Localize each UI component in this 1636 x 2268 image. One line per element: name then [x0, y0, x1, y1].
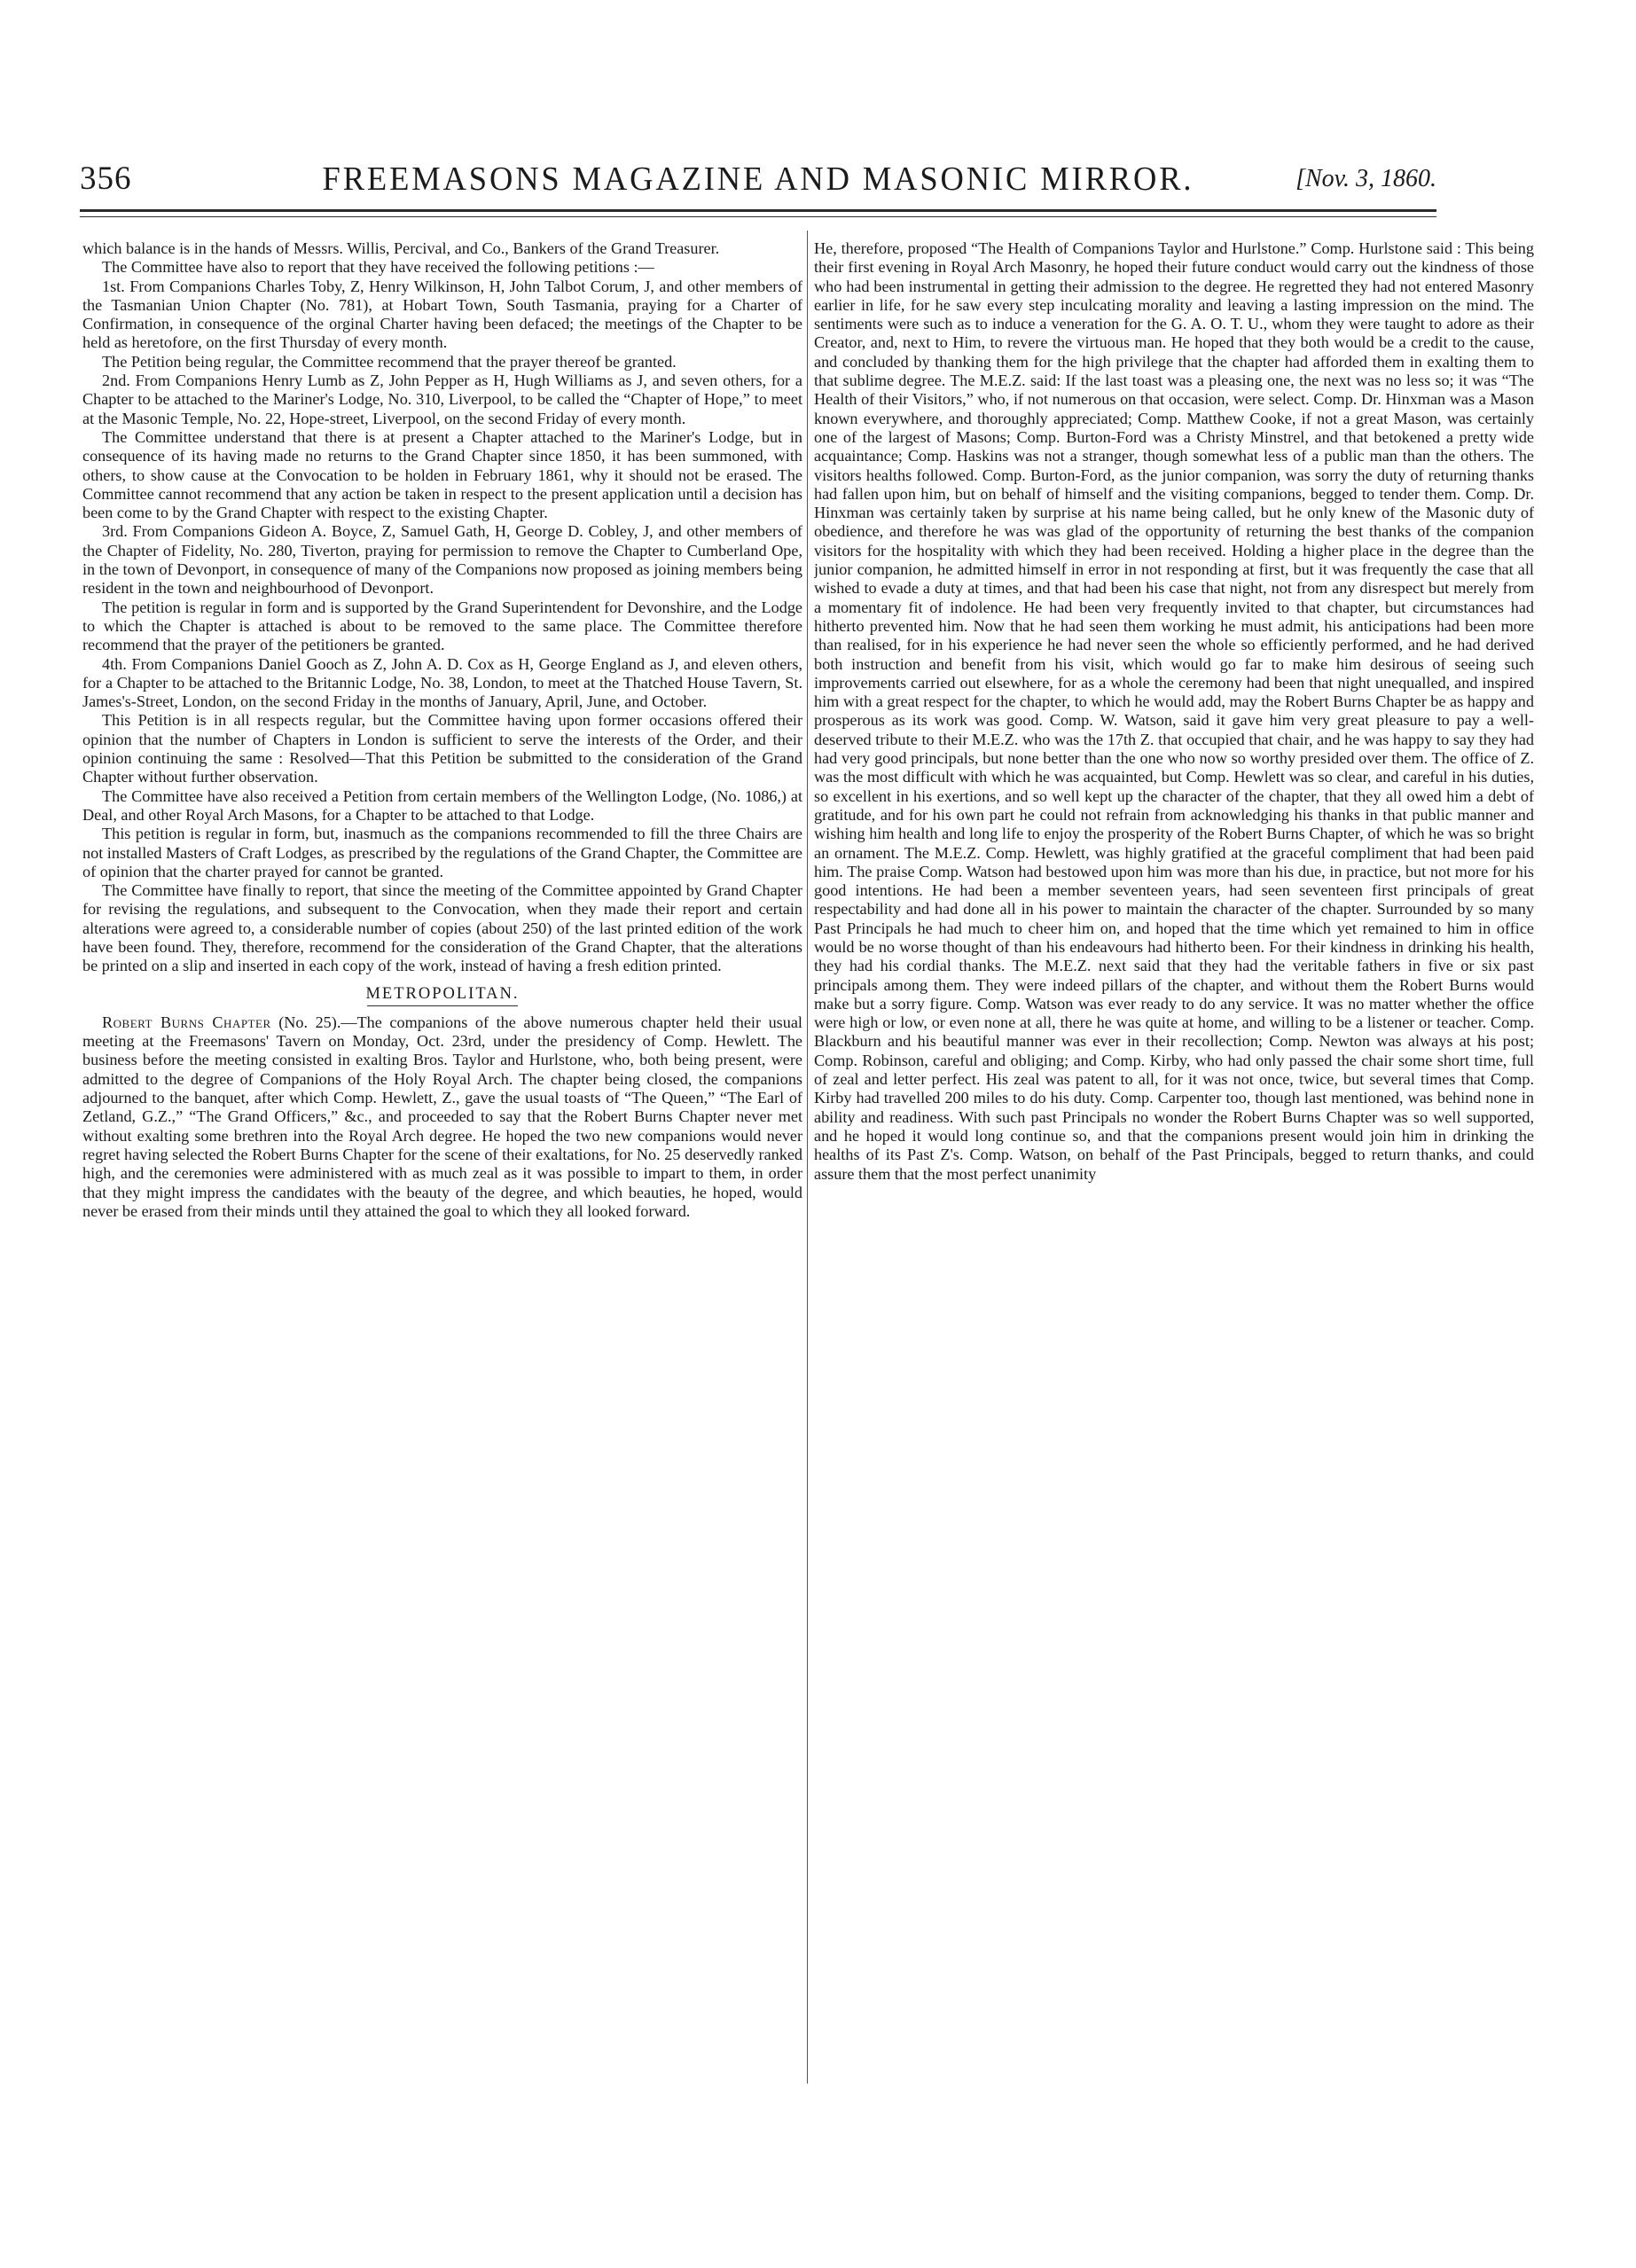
page-number: 356	[80, 160, 132, 197]
paragraph: The Committee have also to report that they have received the following petitions :—	[102, 258, 654, 277]
paragraph: 2nd. From Companions Henry Lumb as Z, John Pepper as H, Hugh Williams as J, and seven others, for a Chapter to be attached to the Mariner's Lodge, No. 310, Liverpool, to be called the “Chapter of Hope,” to meet at the Masonic Temple, No. 22, Hope-street, Liverpool, on the second Friday of every month.	[82, 371, 802, 427]
paragraph: This Petition is in all respects regular, but the Committee having upon former occasions offered their opinion that the number of Chapters in London is sufficient to serve the interests of the Order, and their opinion continuing the same : Resolved—That this Petition be submitted to the consideration of the Grand Chapter without further observation.	[82, 711, 802, 786]
left-column	[82, 239, 802, 2101]
paragraph: The Committee have also received a Petition from certain members of the Wellington Lodge, (No. 1086,) at Deal, and other Royal Arch Masons, for a Chapter to be attached to that Lodge.	[82, 786, 802, 824]
header-rule-thick	[80, 209, 1436, 212]
column-divider	[807, 231, 808, 2084]
masthead-title: FREEMASONS MAGAZINE AND MASONIC MIRROR.	[322, 160, 1194, 198]
section-heading: METROPOLITAN.	[365, 984, 520, 1003]
report-lead: Robert Burns Chapter	[102, 1013, 271, 1031]
paragraph: The Petition being regular, the Committee recommend that the prayer thereof be granted.	[102, 352, 677, 371]
header-rule-thin	[80, 216, 1436, 217]
paragraph: He, therefore, proposed “The Health of Companions Taylor and Hurlstone.” Comp. Hurlstone said : This being their first evening in Royal Arch Masonry, he hoped their future conduct would carry out the kindness of those who had been instrumental in getting their admission to the degree. He regretted they had not entered Masonry earlier in life, for he saw every step inculcating morality and leaving a lasting impression on the mind. The sentiments were such as to induce a veneration for the G. A. O. T. U., whom they were taught to adore as their Creator, and, next to Him, to revere the virtuous man. He hoped that they both would be a credit to the cause, and concluded by thanking them for the high privilege that the chapter had afforded them in exalting them to that sublime degree. The M.E.Z. said: If the last toast was a pleasing one, the next was no less so; it was “The Health of their Visitors,” who, if not numerous on that occasion, were select. Comp. Dr. Hinxman was a Mason known everywhere, and thoroughly appreciated; Comp. Matthew Cooke, if not a great Mason, was certainly one of the largest of Masons; Comp. Burton-Ford was a Christy Minstrel, and that betokened a pretty wide acquaintance; Comp. Haskins was not a stranger, though somewhat less of a public man than the others. The visitors healths followed. Comp. Burton-Ford, as the junior companion, was sorry the duty of returning thanks had fallen upon him, but on behalf of himself and the visiting companions, begged to tender them. Comp. Dr. Hinxman was certainly taken by surprise at his name being called, but he only knew of the Masonic duty of obedience, and therefore he was was glad of the opportunity of returning the best thanks of the companion visitors for the hospitality with which they had been received. Holding a higher place in the degree than the junior companion, he admitted himself in error in not responding at first, but it was frequently the case that all wished to evade a duty at times, and that had been his case that night, not from any disrespect but merely from a momentary fit of indolence. He had been very frequently invited to that chapter, but circumstances had hitherto prevented him. Now that he had seen them working he must admit, his anticipations had been more than realised, for in his experience he had never seen the whole so efficiently performed, and he had derived both instruction and benefit from his visit, which would go far to make him desirous of seeing such improvements carried out elsewhere, for as a whole the ceremony had been that night unequalled, and inspired him with a great respect for the chapter, to which he would add, may the Robert Burns Chapter be as happy and prosperous as its work was good. Comp. W. Watson, said it gave him very great pleasure to pay a well-deserved tribute to their M.E.Z. who was the 17th Z. that occupied that chair, and he was happy to say they had had very good principals, but none better than the one who now so worthy presided over them. The office of Z. was the most difficult with which he was acquainted, but Comp. Hewlett was so clear, and careful in his duties, so excellent in his exertions, and so well kept up the character of the chapter, that they all owed him a debt of gratitude, and for his own part he could not refrain from acknowledging his thanks in that public manner and wishing him health and long life to enjoy the prosperity of the Robert Burns Chapter, of which he was so bright an ornament. The M.E.Z. Comp. Hewlett, was highly gratified at the graceful compliment that had been paid him. The praise Comp. Watson had bestowed upon him was more than his due, in practice, but not more for his good intentions. He had been a member seventeen years, had seen seventeen first principals of great respectability and had done all in his power to maintain the character of the chapter. Surrounded by so many Past Principals he had much to cheer him on, and hoped that the time which yet remained to him in office would be no worse thought of than his endeavours had hitherto been. For their kindness in drinking his health, they had his cordial thanks. The M.E.Z. next said that they had the veritable fathers in five or six past principals among them. They were indeed pillars of the chapter, and without them the Robert Burns would make but a sorry figure. Comp. Watson was ever ready to do any service. It was no matter whether the office were high or low, or even none at all, there he was quite at home, and willing to be a listener or teacher. Comp. Blackburn and his beautiful manner was ever in their recollection; Comp. Newton was always at his post; Comp. Robinson, careful and obliging; and Comp. Kirby, who had only passed the chair some short time, full of zeal and letter perfect. His zeal was patent to all, for it was not once, twice, but several times that Comp. Kirby had travelled 200 miles to do his duty. Comp. Carpenter too, though last mentioned, was behind none in ability and readiness. With such past Principals no wonder the Robert Burns Chapter was so well supported, and he hoped it would long continue so, and that the companions present would join him in drinking the healths of its Past Z's. Comp. Watson, on behalf of the Past Principals, begged to return thanks, and could assure them that the most perfect unanimity	[814, 239, 1534, 1183]
paragraph: 4th. From Companions Daniel Gooch as Z, John A. D. Cox as H, George England as J, and eleven others, for a Chapter to be attached to the Britannic Lodge, No. 38, London, to meet at the Thatched House Tavern, St. James's-Street, London, on the second Friday in the months of January, April, June, and October.	[82, 654, 802, 711]
section-heading-rule	[367, 1005, 518, 1006]
page-header	[80, 160, 1436, 213]
report-paragraph	[82, 1013, 802, 1221]
paragraph: This petition is regular in form, but, inasmuch as the companions recommended to fill the three Chairs are not installed Masters of Craft Lodges, as prescribed by the regulations of the Grand Chapter, the Committee are of opinion that the charter prayed for cannot be granted.	[82, 825, 802, 880]
right-column	[814, 239, 1534, 2101]
paragraph: The Committee understand that there is at present a Chapter attached to the Mariner's Lodge, but in consequence of its having made no returns to the Grand Chapter since 1850, it has been summoned, with others, to show cause at the Convocation to be holden in February 1861, why it should not be erased. The Committee cannot recommend that any action be taken in respect to the present application until a decision has been come to by the Grand Chapter with respect to the existing Chapter.	[82, 427, 802, 522]
report-body: (No. 25).—The companions of the above numerous chapter held their usual meeting at the Freemasons' Tavern on Monday, Oct. 23rd, under the presidency of Comp. Hewlett. The business before the meeting consisted in exalting Bros. Taylor and Hurlstone, who, both being present, were admitted to the degree of Companions of the Holy Royal Arch. The chapter being closed, the companions adjourned to the banquet, after which Comp. Hewlett, Z., gave the usual toasts of “The Queen,” “The Earl of Zetland, G.Z.,” “The Grand Officers,” &c., and proceeded to say that the Robert Burns Chapter never met without exalting some brethren into the Royal Arch degree. He hoped the two new companions would never regret having selected the Robert Burns Chapter for the scene of their exaltations, for No. 25 deservedly ranked high, and the ceremonies were administered with as much zeal as it was possible to impart to them, in order that they might impress the candidates with the beauty of the degree, and which beauties, he hoped, would never be erased from their minds until they attained the goal to which they all looked forward.	[82, 1013, 802, 1220]
paragraph: 3rd. From Companions Gideon A. Boyce, Z, Samuel Gath, H, George D. Cobley, J, and other members of the Chapter of Fidelity, No. 280, Tiverton, praying for permission to remove the Chapter to Cumberland Ope, in the town of Devonport, in consequence of many of the Companions now proposed as joining members being resident in the town and neighbourhood of Devonport.	[82, 522, 802, 598]
paragraph: The petition is regular in form and is supported by the Grand Superintendent for Devonshire, and the Lodge to which the Chapter is attached is about to be removed to the same place. The Committee therefore recommend that the prayer of the petitioners be granted.	[82, 598, 802, 654]
paragraph: 1st. From Companions Charles Toby, Z, Henry Wilkinson, H, John Talbot Corum, J, and other members of the Tasmanian Union Chapter (No. 781), at Hobart Town, South Tasmania, praying for a Charter of Confirmation, in consequence of the orginal Charter having been defaced; the meetings of the Chapter to be held as heretofore, on the first Thursday of every month.	[82, 277, 802, 352]
paragraph: The Committee have finally to report, that since the meeting of the Committee appointed by Grand Chapter for revising the regulations, and subsequent to the Convocation, when they made their report and certain alterations were agreed to, a considerable number of copies (about 250) of the last printed edition of the work have been found. They, therefore, recommend for the consideration of the Grand Chapter, that the alterations be printed on a slip and inserted in each copy of the work, instead of having a fresh edition printed.	[82, 881, 802, 975]
paragraph: which balance is in the hands of Messrs. Willis, Percival, and Co., Bankers of the Grand Treasurer.	[82, 239, 720, 257]
issue-date: [Nov. 3, 1860.	[1295, 165, 1436, 192]
